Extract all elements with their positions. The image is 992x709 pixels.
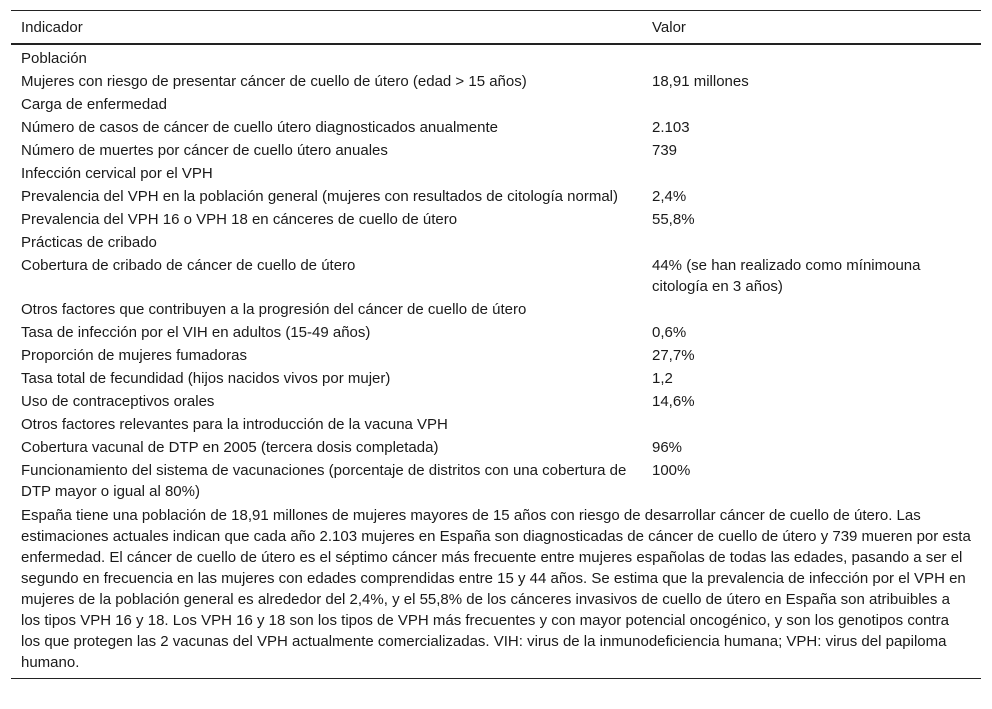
column-header-valor: Valor bbox=[652, 18, 686, 36]
table-header bbox=[11, 11, 981, 45]
table-footer bbox=[11, 503, 981, 679]
section-row bbox=[11, 44, 981, 70]
table-row bbox=[11, 436, 981, 459]
section-heading: Población bbox=[21, 50, 87, 67]
table-row bbox=[11, 321, 981, 344]
value-cell: 96% bbox=[652, 439, 683, 456]
table-row bbox=[11, 254, 981, 298]
indicator-table-container bbox=[11, 10, 981, 679]
column-header-indicador: Indicador bbox=[21, 18, 83, 36]
indicator-cell: Número de casos de cáncer de cuello útero diagnosticados anualmente bbox=[21, 119, 498, 136]
table-row bbox=[11, 139, 981, 162]
value-cell: 27,7% bbox=[652, 347, 695, 364]
value-cell bbox=[642, 162, 981, 185]
value-cell: 1,2 bbox=[652, 370, 673, 387]
value-cell: 18,91 millones bbox=[652, 73, 749, 90]
section-heading: Prácticas de cribado bbox=[21, 234, 157, 251]
indicator-cell: Funcionamiento del sistema de vacunaciones (porcentaje de distritos con una cobertura de DTP mayor o igual al 80%) bbox=[21, 462, 627, 500]
value-cell bbox=[642, 93, 981, 116]
indicator-table bbox=[11, 10, 981, 679]
indicator-cell: Proporción de mujeres fumadoras bbox=[21, 347, 247, 364]
table-row bbox=[11, 390, 981, 413]
section-row bbox=[11, 93, 981, 116]
value-cell: 100% bbox=[652, 462, 691, 479]
indicator-cell: Prevalencia del VPH en la población general (mujeres con resultados de citología normal) bbox=[21, 188, 618, 205]
table-row bbox=[11, 367, 981, 390]
table-row bbox=[11, 208, 981, 231]
indicator-cell: Tasa de infección por el VIH en adultos (15-49 años) bbox=[21, 324, 371, 341]
value-cell bbox=[642, 44, 981, 70]
value-cell bbox=[642, 413, 981, 436]
table-row bbox=[11, 70, 981, 93]
section-heading: Otros factores relevantes para la introducción de la vacuna VPH bbox=[21, 416, 448, 433]
table-body bbox=[11, 44, 981, 503]
indicator-cell: Tasa total de fecundidad (hijos nacidos vivos por mujer) bbox=[21, 370, 391, 387]
value-cell: 739 bbox=[652, 142, 678, 159]
value-cell bbox=[642, 231, 981, 254]
indicator-cell: Prevalencia del VPH 16 o VPH 18 en cánceres de cuello de útero bbox=[21, 211, 458, 228]
value-cell: 2,4% bbox=[652, 188, 687, 205]
indicator-cell: Mujeres con riesgo de presentar cáncer de cuello de útero (edad > 15 años) bbox=[21, 73, 527, 90]
value-cell: 55,8% bbox=[652, 211, 695, 228]
section-row bbox=[11, 231, 981, 254]
table-footnote: España tiene una población de 18,91 millones de mujeres mayores de 15 años con riesgo de desarrollar cáncer de cuello de útero. Las estimaciones actuales indican que cada año 2.103 mujeres en España son diagnosticadas de cáncer de cuello de útero y 739 mueren por esta enfermedad. El cáncer de cuello de útero es el séptimo cáncer más frecuente entre mujeres españolas de todas las edades, pasando a ser el segundo en frecuencia en las mujeres con edades comprendidas entre 15 y 44 años. Se estima que la prevalencia de infección por el VPH en mujeres de la población general es alrededor del 2,4%, y el 55,8% de los cánceres invasivos de cuello de útero en España son atribuibles a los tipos VPH 16 y 18. Los VPH 16 y 18 son los tipos de VPH más frecuentes y con mayor potencial oncogénico, y son los genotipos contra los que protegen las 2 vacunas del VPH actualmente comercializadas. VIH: virus de la inmunodeficiencia humana; VPH: virus del papiloma humano. bbox=[21, 507, 971, 671]
section-heading: Infección cervical por el VPH bbox=[21, 165, 213, 182]
value-cell: 0,6% bbox=[652, 324, 687, 341]
section-heading: Otros factores que contribuyen a la progresión del cáncer de cuello de útero bbox=[21, 301, 527, 318]
value-cell bbox=[642, 298, 981, 321]
value-cell: 14,6% bbox=[652, 393, 695, 410]
value-cell: 2.103 bbox=[652, 119, 690, 136]
section-row bbox=[11, 298, 981, 321]
footnote-row bbox=[11, 503, 981, 679]
section-heading: Carga de enfermedad bbox=[21, 96, 167, 113]
value-cell: 44% (se han realizado como mínimouna citología en 3 años) bbox=[652, 257, 921, 295]
table-row bbox=[11, 185, 981, 208]
header-row bbox=[11, 11, 981, 45]
table-row bbox=[11, 344, 981, 367]
indicator-cell: Número de muertes por cáncer de cuello útero anuales bbox=[21, 142, 388, 159]
table-row bbox=[11, 459, 981, 503]
indicator-cell: Cobertura de cribado de cáncer de cuello de útero bbox=[21, 257, 356, 274]
section-row bbox=[11, 162, 981, 185]
indicator-cell: Uso de contraceptivos orales bbox=[21, 393, 215, 410]
section-row bbox=[11, 413, 981, 436]
table-row bbox=[11, 116, 981, 139]
indicator-cell: Cobertura vacunal de DTP en 2005 (tercera dosis completada) bbox=[21, 439, 439, 456]
